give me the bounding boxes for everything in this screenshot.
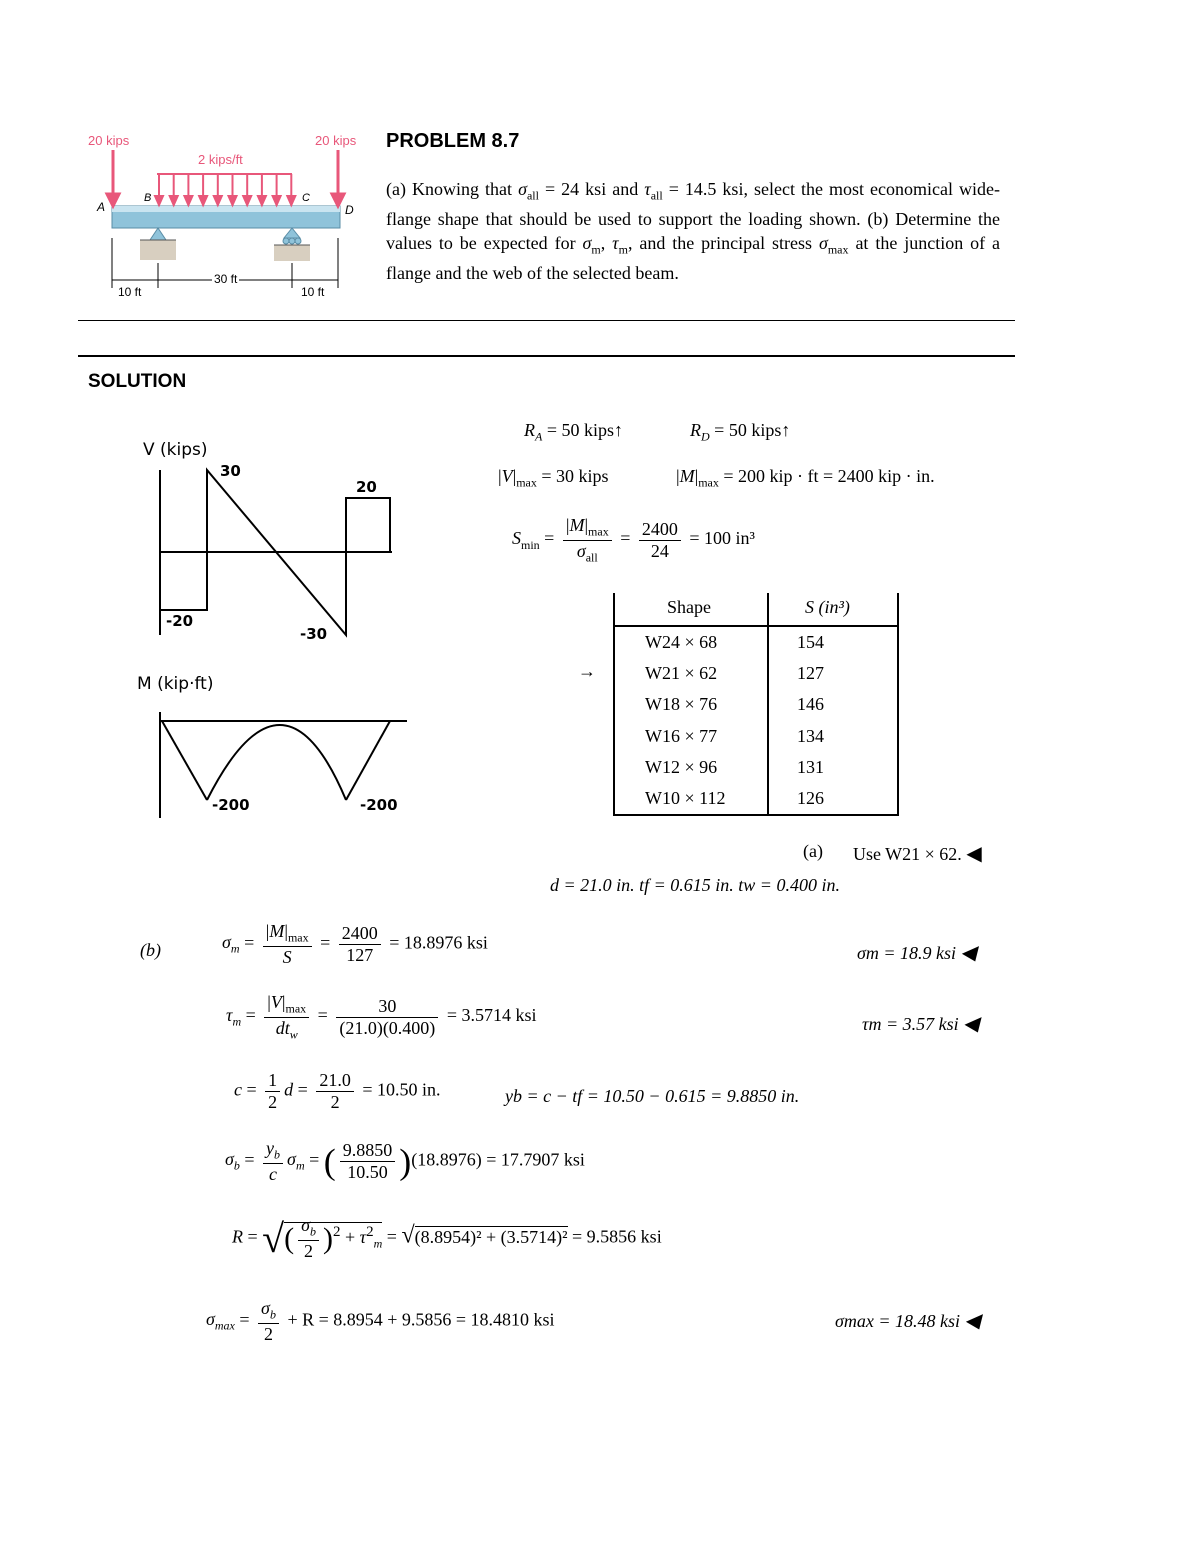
- table-cell-shape: W18 × 76: [645, 694, 718, 715]
- tau-m-answer: τm = 3.57 ksi ◀: [862, 1013, 979, 1035]
- divider-solution: [78, 355, 1015, 357]
- section-dims: d = 21.0 in. tf = 0.615 in. tw = 0.400 in.: [550, 875, 840, 895]
- table-cell-s: 126: [797, 788, 824, 808]
- table-cell-s: 134: [797, 725, 824, 746]
- table-cell-shape: W24 × 68: [645, 632, 718, 652]
- reaction-a: $R_A = 50$ kips↑: [524, 420, 624, 444]
- dim-right-label: 10 ft: [301, 285, 325, 299]
- point-load-right: [332, 150, 344, 206]
- load-label-left: 20 kips: [88, 133, 130, 148]
- reaction-d: $R_D = 50$ kips↑: [690, 420, 791, 444]
- table-cell-shape: W16 × 77: [645, 725, 718, 746]
- c-eq: c = $\frac{1}{2}$ d = $\frac{21.0}{2}$ = 10.50 in.: [234, 1070, 441, 1112]
- shear-axis-label: V (kips): [143, 440, 208, 460]
- sigma-m-answer: σm = 18.9 ksi ◀: [857, 942, 976, 964]
- smin-eq: $S_{min}$ = $\frac{|M|_{max}}{\sigma_{all}}$ = $\frac{2400}{24}$ = 100 in³: [512, 515, 755, 565]
- point-label-b: B: [144, 192, 152, 204]
- sigma-b-eq: $\sigma_b$ = $\frac{y_b}{c}$ $\sigma_m$ = ( $\frac{9.8850}{10.50}$ )(18.8976) = 17.7907 ksi: [225, 1138, 585, 1184]
- moment-label-m200b: -200: [360, 796, 398, 814]
- point-label-c: C: [302, 192, 310, 204]
- part-b-label: (b): [140, 940, 161, 960]
- dim-left-label: 10 ft: [118, 285, 142, 299]
- moment-axis-label: M (kip·ft): [137, 674, 214, 694]
- sigma-m-eq: $\sigma_m$ = $\frac{|M|_{max}}{S}$ = $\frac{2400}{127}$ = 18.8976 ksi: [222, 921, 488, 967]
- selection-arrow: →: [578, 661, 596, 681]
- mmax-eq: $|M|_{max} = 200$ kip · ft = 2400 kip · in.: [676, 466, 935, 490]
- table-head-s: S (in³): [805, 597, 850, 617]
- tau-m-eq: $\tau_m$ = $\frac{|V|_{max}}{dt_w}$ = $\frac{30}{(21.0)(0.400)}$ = 3.5714 ksi: [226, 992, 537, 1042]
- r-eq: R = √( $\frac{\sigma_b}{2}$ )$^2 + \tau^2_m = √(8.8954)^2 + (3.5714)^2 = 9.5856$ ksi: [232, 1215, 662, 1261]
- point-load-left: [107, 150, 119, 206]
- problem-title: PROBLEM 8.7: [386, 130, 520, 152]
- shear-label-m30: -30: [300, 625, 328, 643]
- shear-label-20: 20: [356, 478, 377, 496]
- table-cell-shape: W12 × 96: [645, 756, 718, 777]
- table-cell-s: 127: [797, 663, 824, 684]
- solution-heading: SOLUTION: [88, 371, 187, 392]
- support-pin-b: [140, 228, 176, 260]
- distributed-load: [155, 174, 295, 205]
- moment-label-m200a: -200: [212, 796, 250, 814]
- support-roller-c: [274, 228, 310, 261]
- dim-mid-label: 30 ft: [214, 272, 238, 286]
- table-cell-shape: W10 × 112: [645, 788, 726, 808]
- table-cell-s: 131: [797, 756, 824, 777]
- sigma-max-eq: $\sigma_{max}$ = $\frac{\sigma_b}{2}$ + R = 8.8954 + 9.5856 = 18.4810 ksi: [206, 1298, 555, 1344]
- sigma-max-answer: σmax = 18.48 ksi ◀: [835, 1310, 980, 1332]
- answer-a-label: (a): [803, 841, 823, 861]
- point-label-a: A: [97, 200, 106, 214]
- answer-a: Use W21 × 62. ◀: [853, 843, 982, 865]
- shear-label-m20: -20: [166, 612, 194, 630]
- problem-statement: (a) Knowing that $\sigma_{all} = 24$ ksi and $\tau_{all} = 14.5$ ksi, select the most economical wide-flange shape that should be used to support the loading shown. (b) Determine the values to be expected for $\sigma_m$, $\tau_m$, and the principal stress $\sigma_{max}$ at the junction of a flange and the web of the selected beam.: [386, 179, 1001, 283]
- table-cell-s: 146: [797, 694, 824, 715]
- shear-label-30: 30: [220, 462, 241, 480]
- load-label-right: 20 kips: [315, 133, 357, 148]
- dist-load-label: 2 kips/ft: [198, 152, 243, 167]
- table-cell-shape: W21 × 62: [645, 663, 718, 684]
- table-cell-s: 154: [797, 632, 824, 652]
- table-head-shape: Shape: [667, 597, 711, 617]
- vmax-eq: $|V|_{max} = 30$ kips: [498, 466, 609, 490]
- point-label-d: D: [345, 203, 354, 217]
- divider-top: [78, 320, 1015, 321]
- yb-eq: yb = c − tf = 10.50 − 0.615 = 9.8850 in.: [505, 1086, 800, 1106]
